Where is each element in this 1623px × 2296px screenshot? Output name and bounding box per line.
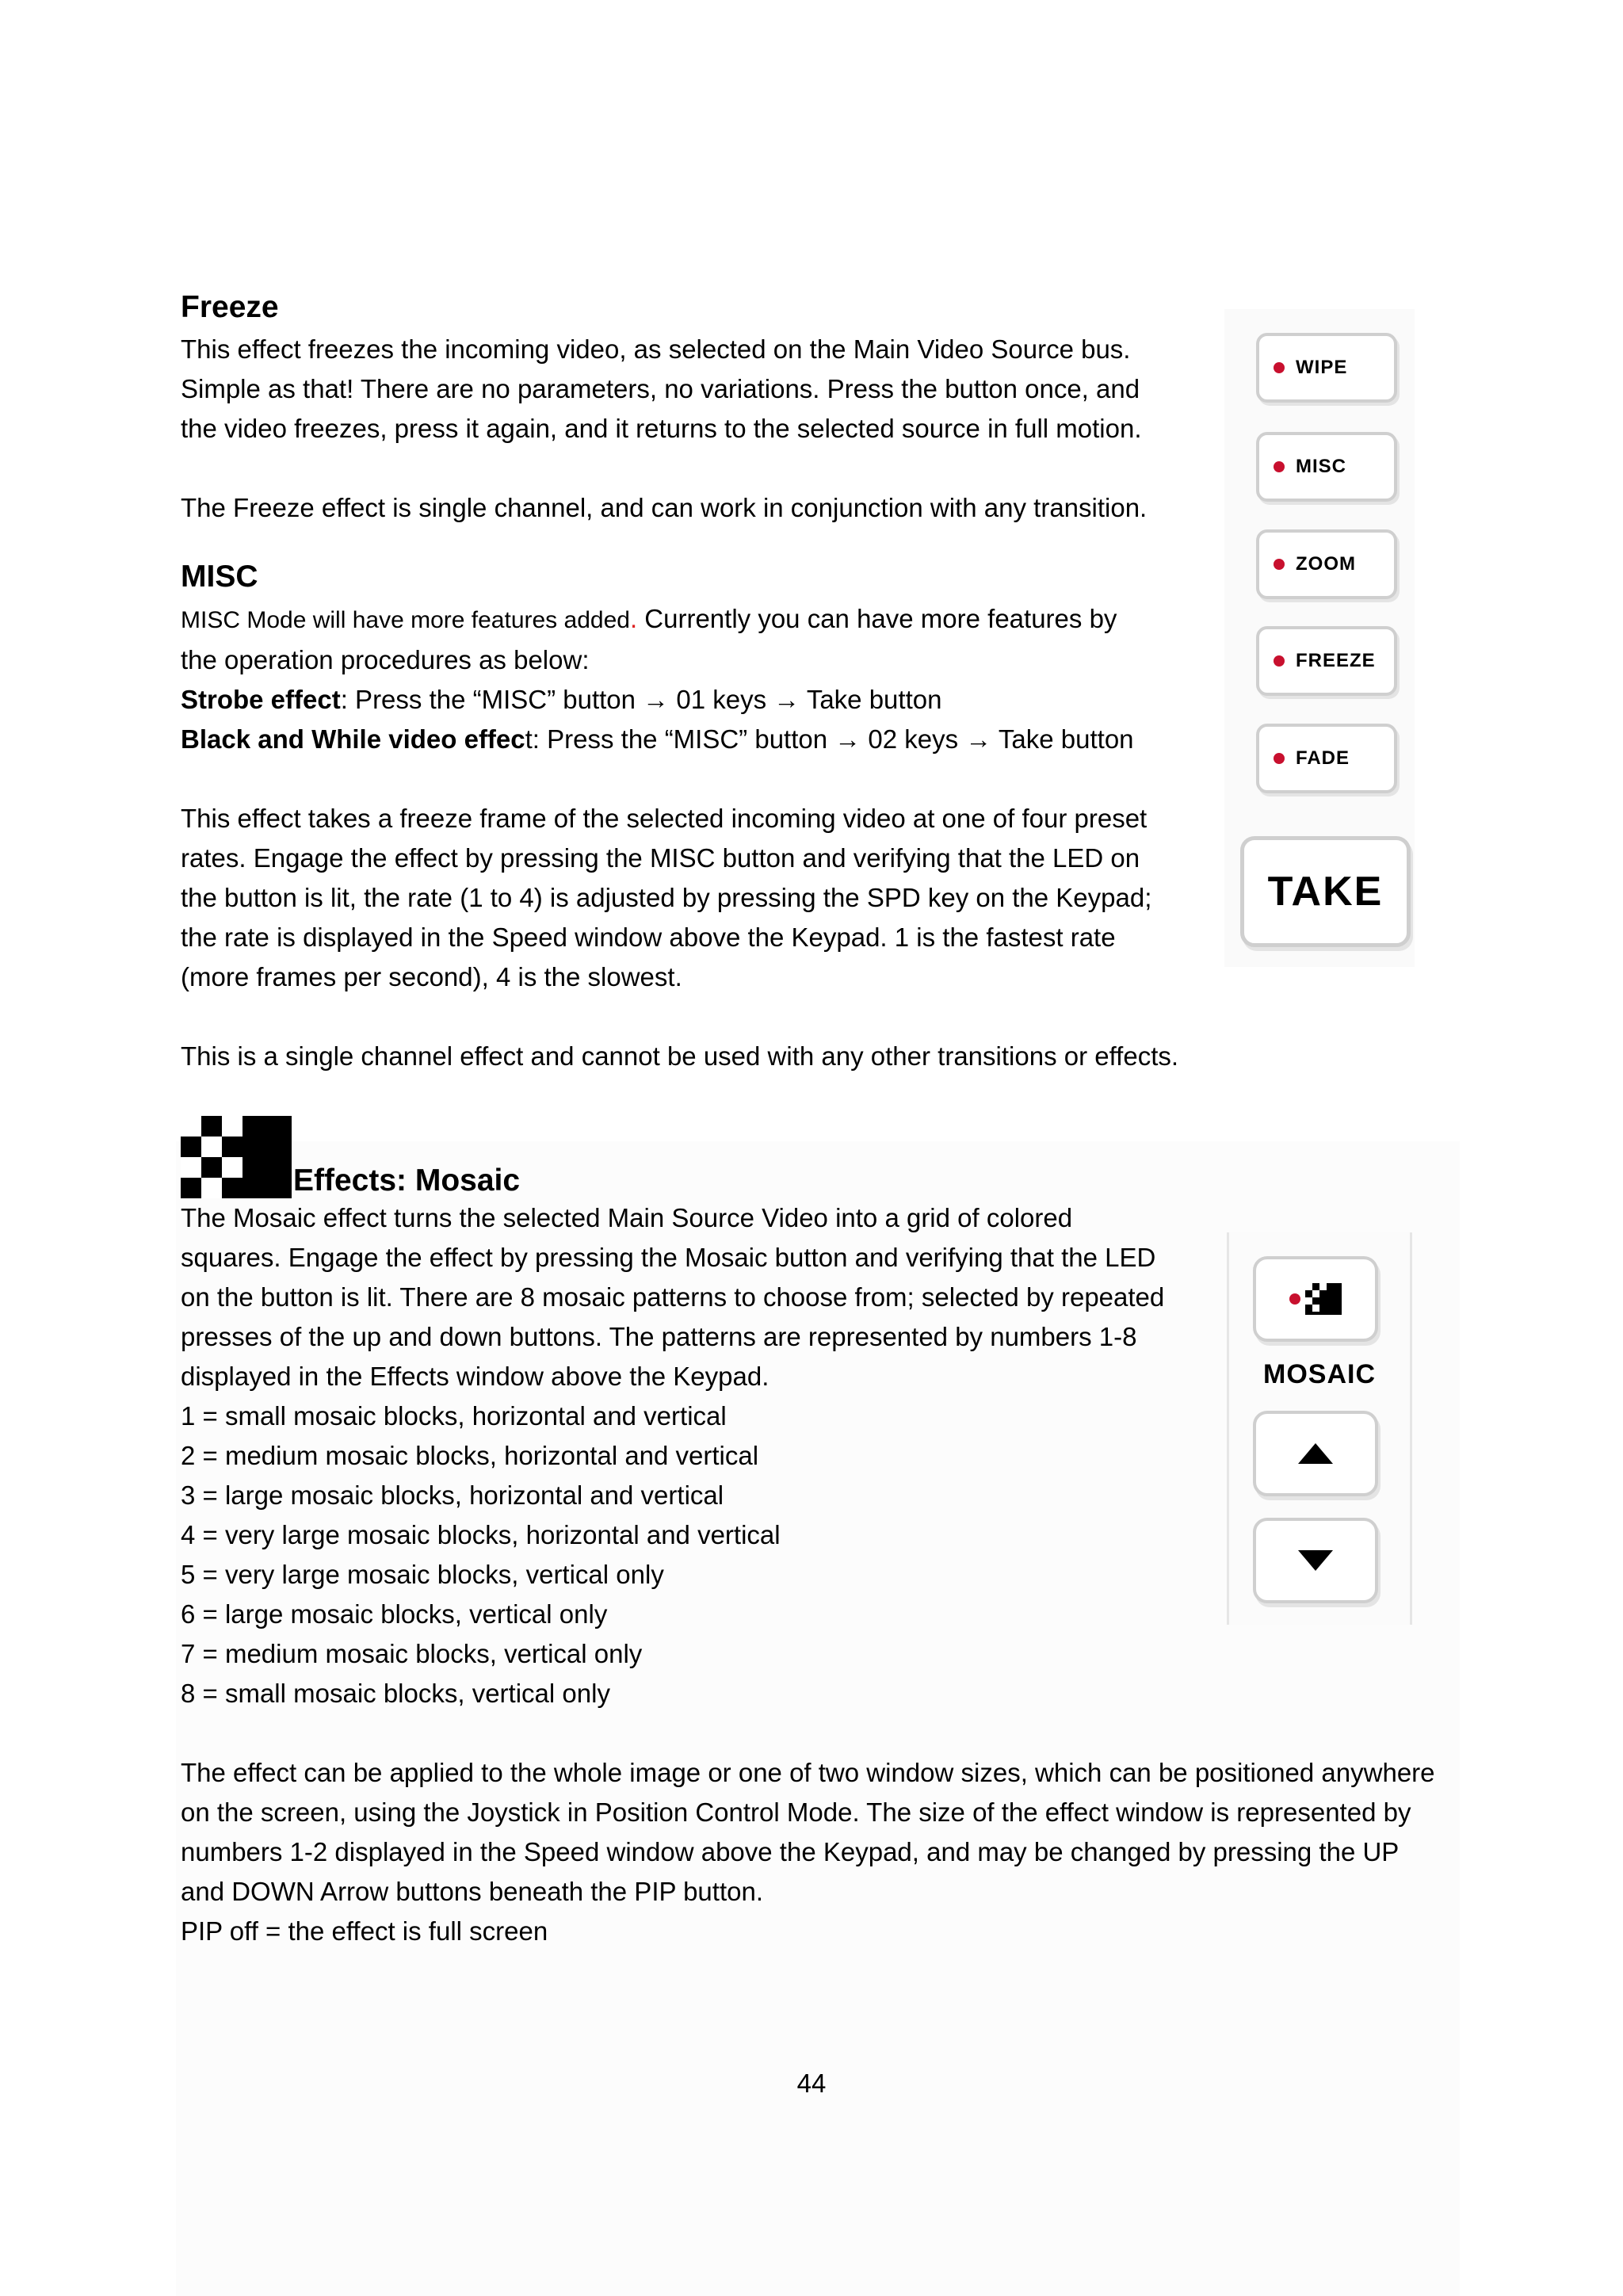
freeze-label: FREEZE (1296, 650, 1376, 671)
misc-intro-line2: the operation procedures as below: (181, 645, 590, 674)
wipe-label: WIPE (1296, 357, 1348, 378)
mosaic-icon (1305, 1283, 1342, 1315)
take-button[interactable] (1240, 836, 1411, 947)
led-icon (1274, 753, 1285, 764)
freeze-heading: Freeze (181, 290, 279, 324)
led-icon (1289, 1293, 1300, 1305)
misc-intro-small: MISC Mode will have more features added (181, 607, 630, 633)
misc-para-line: (more frames per second), 4 is the slowest. (181, 962, 682, 991)
mosaic-button[interactable] (1253, 1256, 1378, 1342)
fade-button[interactable] (1256, 724, 1397, 793)
misc-intro-rest: Currently you can have more features by (637, 604, 1117, 633)
misc-note: This is a single channel effect and cannot be used with any other transitions or effects. (181, 1041, 1179, 1071)
pattern-item: 4 = very large mosaic blocks, horizontal and vertical (181, 1520, 781, 1549)
freeze-line: This effect freezes the incoming video, as selected on the Main Video Source bus. (181, 334, 1131, 364)
pattern-item: 1 = small mosaic blocks, horizontal and vertical (181, 1401, 727, 1431)
led-icon (1274, 655, 1285, 667)
strobe-text: : Press the “MISC” button → 01 keys → Take button (340, 685, 942, 714)
mosaic-header (181, 1116, 1465, 1198)
page-number: 44 (796, 2069, 827, 2098)
down-arrow-button[interactable] (1253, 1518, 1378, 1603)
window-line: numbers 1-2 displayed in the Speed window above the Keypad, and may be changed by pressing the UP (181, 1837, 1400, 1866)
misc-para-line: rates. Engage the effect by pressing the MISC button and verifying that the LED on (181, 843, 1140, 873)
mosaic-heading: Effects: Mosaic (293, 1163, 521, 1198)
misc-para-line: This effect takes a freeze frame of the selected incoming video at one of four preset (181, 804, 1148, 833)
strobe-label: Strobe effect (181, 685, 341, 714)
pip-line: PIP off = the effect is full screen (181, 1916, 548, 1946)
pattern-item: 2 = medium mosaic blocks, horizontal and vertical (181, 1441, 759, 1470)
misc-label: MISC (1296, 456, 1346, 477)
led-icon (1274, 559, 1285, 570)
misc-intro-period: . (629, 604, 638, 633)
misc-button[interactable] (1256, 432, 1397, 502)
wipe-button[interactable] (1256, 333, 1397, 403)
mosaic-icon (181, 1116, 292, 1198)
misc-para-line: the button is lit, the rate (1 to 4) is adjusted by pressing the SPD key on the Keypad; (181, 883, 1152, 912)
pattern-item: 7 = medium mosaic blocks, vertical only (181, 1639, 643, 1668)
zoom-button[interactable] (1256, 529, 1397, 599)
mosaic-line: displayed in the Effects window above the Keypad. (181, 1362, 769, 1391)
mosaic-line: The Mosaic effect turns the selected Main Source Video into a grid of colored (181, 1203, 1073, 1232)
window-line: on the screen, using the Joystick in Position Control Mode. The size of the effect window is represented by (181, 1797, 1411, 1827)
zoom-label: ZOOM (1296, 553, 1356, 575)
mosaic-button-panel (1227, 1232, 1412, 1625)
mosaic-line: on the button is lit. There are 8 mosaic patterns to choose from; selected by repeated (181, 1282, 1165, 1312)
misc-heading: MISC (181, 560, 258, 594)
pattern-item: 5 = very large mosaic blocks, vertical only (181, 1560, 664, 1589)
freeze-button[interactable] (1256, 626, 1397, 696)
arrow-up-icon (1298, 1443, 1333, 1464)
take-label: TAKE (1267, 869, 1384, 915)
window-line: and DOWN Arrow buttons beneath the PIP button. (181, 1877, 763, 1906)
mosaic-line: squares. Engage the effect by pressing the Mosaic button and verifying that the LED (181, 1243, 1156, 1272)
mosaic-line: presses of the up and down buttons. The patterns are represented by numbers 1-8 (181, 1322, 1137, 1351)
led-icon (1274, 362, 1285, 373)
misc-para-line: the rate is displayed in the Speed window above the Keypad. 1 is the fastest rate (181, 923, 1116, 952)
window-line: The effect can be applied to the whole image or one of two window sizes, which can be positioned anywhere (181, 1758, 1435, 1787)
bw-label: Black and While video effec (181, 724, 525, 754)
pattern-item: 6 = large mosaic blocks, vertical only (181, 1599, 608, 1629)
freeze-line: Simple as that! There are no parameters, no variations. Press the button once, and (181, 374, 1140, 403)
freeze-note: The Freeze effect is single channel, and can work in conjunction with any transition. (181, 493, 1148, 522)
up-arrow-button[interactable] (1253, 1411, 1378, 1496)
effects-button-panel (1224, 309, 1415, 967)
led-icon (1274, 461, 1285, 472)
pattern-item: 8 = small mosaic blocks, vertical only (181, 1679, 610, 1708)
bw-text: t: Press the “MISC” button → 02 keys → Take button (525, 724, 1134, 754)
freeze-line: the video freezes, press it again, and it returns to the selected source in full motion. (181, 414, 1142, 443)
arrow-down-icon (1298, 1550, 1333, 1571)
mosaic-panel-label: MOSAIC (1263, 1359, 1376, 1389)
fade-label: FADE (1296, 747, 1350, 769)
pattern-item: 3 = large mosaic blocks, horizontal and vertical (181, 1480, 724, 1510)
